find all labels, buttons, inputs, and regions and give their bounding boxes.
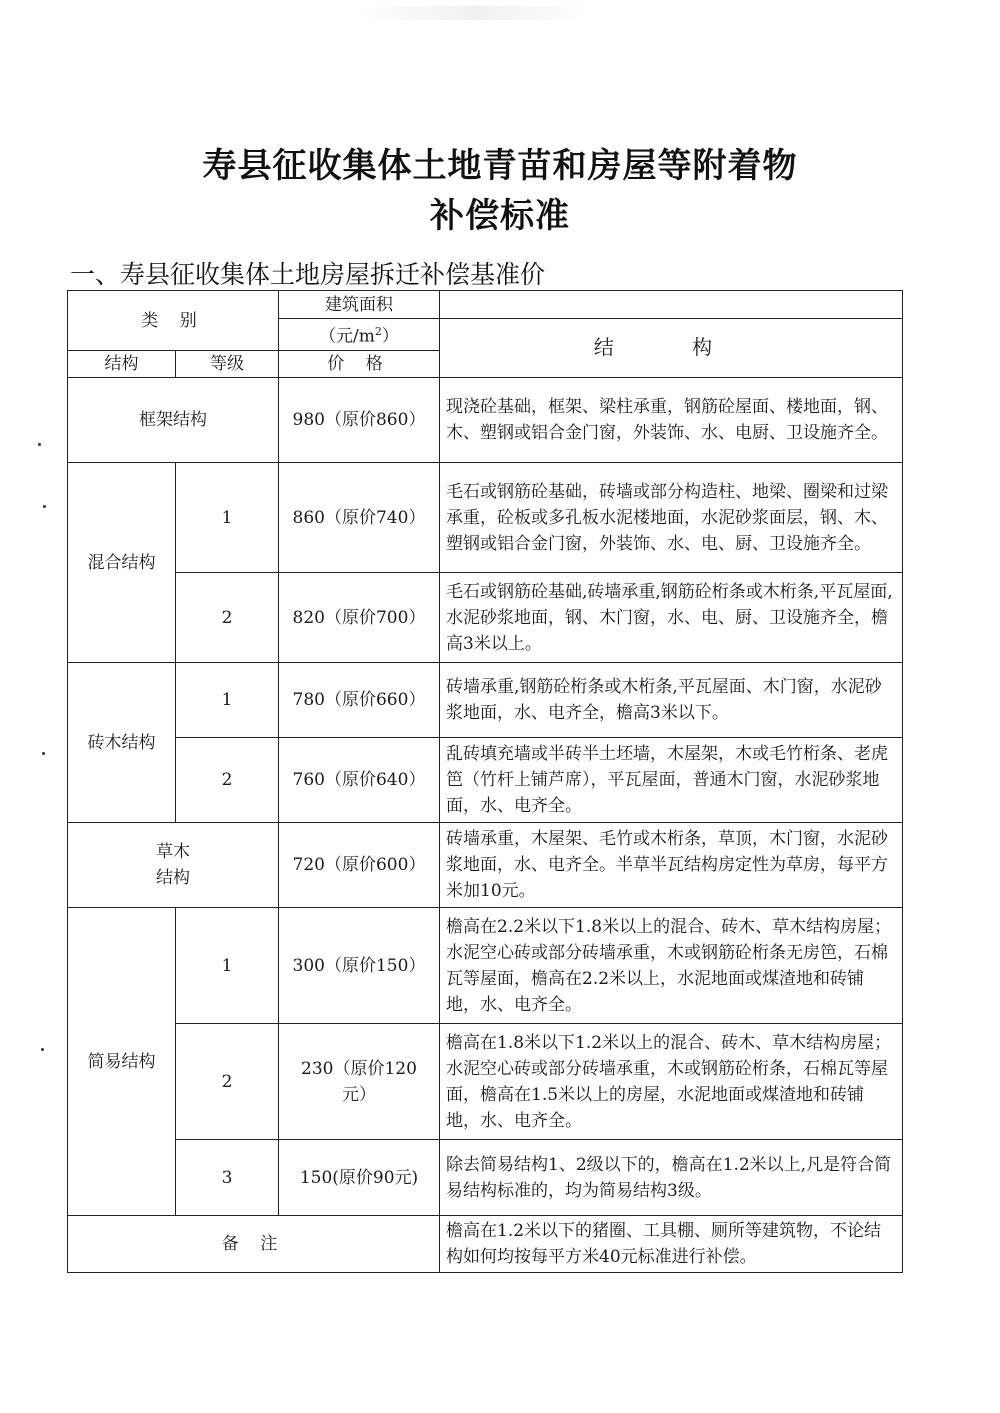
scan-speck [41,1048,44,1051]
type-frame: 框架结构 [68,378,279,463]
desc-cell: 除去简易结构1、2级以下的，檐高在1.2米以上,凡是符合简易结构标准的，均为简易结构3级。 [440,1140,903,1216]
header-struct: 结构 [68,351,176,378]
desc-cell: 毛石或钢筋砼基础，砖墙或部分构造柱、地梁、圈梁和过梁承重，砼板或多孔板水泥楼地面，水泥砂浆面层，钢、木、塑钢或铝合金门窗，外装饰、水、电、厨、卫设施齐全。 [440,463,903,573]
desc-cell: 乱砖填充墙或半砖半土坯墙，木屋架，木或毛竹桁条、老虎笆（竹杆上铺芦席），平瓦屋面，普通木门窗，水泥砂浆地面，水、电齐全。 [440,738,903,823]
document-title-line-2: 补偿标准 [430,196,570,236]
desc-cell: 檐高在2.2米以下1.8米以上的混合、砖木、草木结构房屋；水泥空心砖或部分砖墙承重，木或钢筋砼桁条无房笆，石棉瓦等屋面，檐高在2.2米以上，水泥地面或煤渣地和砖铺地，水、电齐全。 [440,908,903,1024]
table-row [68,823,903,908]
price-cell: 720（原价600） [279,823,440,908]
price-cell: 760（原价640） [279,738,440,823]
compensation-table [67,290,903,1273]
price-cell: 300（原价150） [279,908,440,1024]
table-row [68,1024,903,1140]
grade-cell: 1 [176,663,279,738]
price-cell: 230（原价120 元） [279,1024,440,1140]
scan-speck [42,752,45,755]
grade-cell: 2 [176,738,279,823]
document-title-line-1: 寿县征收集体土地青苗和房屋等附着物 [202,146,798,186]
desc-cell: 砖墙承重，木屋架、毛竹或木桁条，草顶，木门窗，水泥砂浆地面，水、电齐全。半草半瓦结构房定性为草房，每平方米加10元。 [440,823,903,908]
table-row [68,1140,903,1216]
price-cell: 780（原价660） [279,663,440,738]
grade-cell: 2 [176,573,279,663]
header-category: 类 别 [68,291,279,351]
grade-cell: 3 [176,1140,279,1216]
remarks-desc: 檐高在1.2米以下的猪圈、工具棚、厕所等建筑物，不论结构如何均按每平方米40元标准进行补偿。 [440,1216,903,1273]
price-cell: 820（原价700） [279,573,440,663]
type-mixed: 混合结构 [68,463,176,663]
type-grass: 草木 结构 [68,823,279,908]
price-cell: 980（原价860） [279,378,440,463]
header-area: 建筑面积 [279,291,440,319]
scan-speck [43,505,46,508]
desc-cell: 现浇砼基础，框架、梁柱承重，钢筋砼屋面、楼地面，钢、木、塑钢或铝合金门窗，外装饰、水、电厨、卫设施齐全。 [440,378,903,463]
desc-cell: 砖墙承重,钢筋砼桁条或木桁条,平瓦屋面、木门窗，水泥砂浆地面，水、电齐全，檐高3米以下。 [440,663,903,738]
table-row [68,378,903,463]
scan-artifact [360,6,590,20]
table-row [68,908,903,1024]
desc-cell: 毛石或钢筋砼基础,砖墙承重,钢筋砼桁条或木桁条,平瓦屋面,水泥砂浆地面，钢、木门窗，水、电、厨、卫设施齐全，檐高3米以上。 [440,573,903,663]
header-grade: 等级 [176,351,279,378]
type-brick: 砖木结构 [68,663,176,823]
desc-cell: 檐高在1.8米以下1.2米以上的混合、砖木、草木结构房屋；水泥空心砖或部分砖墙承重，木或钢筋砼桁条，石棉瓦等屋面，檐高在1.5米以上的房屋，水泥地面或煤渣地和砖铺地，水、电齐全。 [440,1024,903,1140]
table-row [68,573,903,663]
price-cell: 150(原价90元) [279,1140,440,1216]
table-row [68,1216,903,1273]
type-simple: 简易结构 [68,908,176,1216]
grade-cell: 1 [176,908,279,1024]
price-cell: 860（原价740） [279,463,440,573]
header-structure: 结 构 [440,319,903,378]
table-row [68,463,903,573]
header-blank [440,291,903,319]
header-price: 价 格 [279,351,440,378]
scan-speck [38,443,41,446]
table-row [68,663,903,738]
header-unit: （元$/m^2$） [279,319,440,351]
table-row [68,738,903,823]
remarks-label: 备 注 [68,1216,440,1273]
grade-cell: 1 [176,463,279,573]
section-heading: 一、寿县征收集体土地房屋拆迁补偿基准价 [70,260,546,289]
grade-cell: 2 [176,1024,279,1140]
